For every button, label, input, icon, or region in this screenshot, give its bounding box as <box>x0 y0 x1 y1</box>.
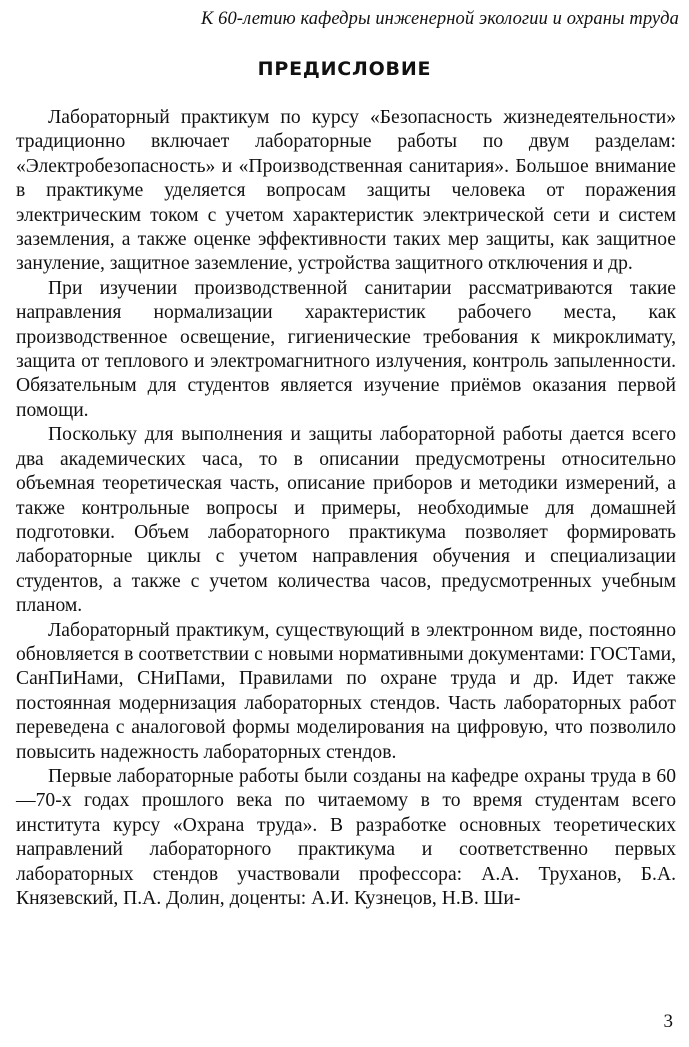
paragraph-3: Поскольку для выполнения и защиты лабораторной работы дается всего два академических часа, то в описании предусмотрены относительно объемная теоретическая часть, описание приборов и методики измерений, а также контрольные вопросы и примеры, необходимые для домашней подготовки. Объем лабораторного практикума позволяет формировать лабораторные циклы с учетом направления обучения и специализации студентов, а также с учетом количества часов, предусмотренных учебным планом. <box>16 424 676 617</box>
paragraph-4: Лабораторный практикум, существующий в электронном виде, постоянно обновляется в соответствии с новыми нормативными документами: ГОСТами, СанПиНами, СНиПами, Правилами по охране труда и др. Идет также постоянная модернизация лабораторных стендов. Часть лабораторных работ переведена с аналоговой формы моделирования на цифровую, что позволило повысить надежность лабораторных стендов. <box>16 619 676 763</box>
paragraph-5: Первые лабораторные работы были созданы на кафедре охраны труда в 60—70-х годах прошлого века по читаемому в то время студентам всего института курсу «Охрана труда». В разработке основных теоретических направлений лабораторного практикума и соответственно первых лабораторных стендов участвовали профессора: А.А. Труханов, Б.А. Князевский, П.А. Долин, доценты: А.И. Кузнецов, Н.В. Ши- <box>16 765 676 909</box>
page-title: ПРЕДИСЛОВИЕ <box>257 58 432 80</box>
body-text <box>16 106 676 911</box>
running-header: К 60-летию кафедры инженерной экологии и охраны труда <box>201 9 679 29</box>
paragraph-1: Лабораторный практикум по курсу «Безопасность жизнедеятельности» традиционно включает лабораторные работы по двум разделам: «Электробезопасность» и «Производственная санитария». Большое внимание в практикуме уделяется вопросам защиты человека от поражения электрическим током с учетом характеристик электрической сети и систем заземления, а также оценке эффективности таких мер защиты, как защитное зануление, защитное заземление, устройства защитного отключения и др. <box>16 107 676 275</box>
page-number: 3 <box>663 1011 673 1032</box>
paragraph-2: При изучении производственной санитарии рассматриваются такие направления нормализации характеристик рабочего места, как производственное освещение, гигиенические требования к микроклимату, защита от теплового и электромагнитного излучения, контроль запыленности. Обязательным для студентов является изучение приёмов оказания первой помощи. <box>16 277 676 421</box>
